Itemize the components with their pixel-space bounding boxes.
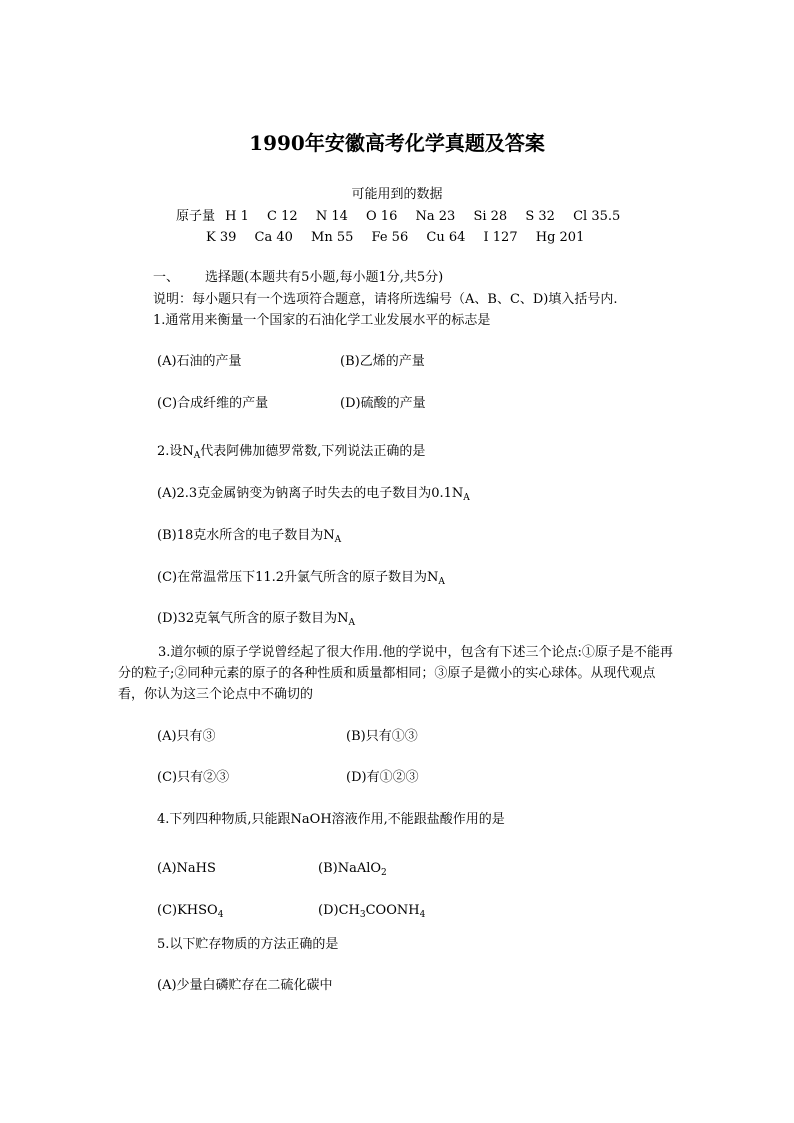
q2-option-d [157,611,355,627]
q4-c-text: (C)KHSO [157,903,218,918]
document-title: 1990年安徽高考化学真题及答案 [249,131,545,155]
q4-d-subscript-2: 4 [419,910,426,920]
atomic-weight: Si 28 [473,209,508,224]
question-3-stem: 3.道尔顿的原子学说曾经起了很大作用.他的学说中，包含有下述三个论点:①原子是不能再分的粒子;②同种元素的原子的各种性质和质量都相同；③原子是微小的实心球体。从现代观点看，你认为这三个论点中不确切的 [118,645,673,702]
atomic-weight: Cu 64 [426,230,466,245]
atomic-weight: Na 23 [415,209,456,224]
q1-option-c: (C)合成纤维的产量 [157,396,269,411]
atomic-weights-row-1 [176,209,620,225]
question-2-stem [157,444,425,460]
q2-a-subscript: A [463,493,470,503]
q4-option-a: (A)NaHS [157,861,216,876]
q4-c-subscript: 4 [217,910,224,920]
q4-b-text: (B)NaAlO [318,861,382,876]
atomic-weight: Fe 56 [371,230,409,245]
section-title: 选择题(本题共有5小题,每小题1分,共5分) [205,270,444,285]
question-1-stem: 1.通常用来衡量一个国家的石油化学工业发展水平的标志是 [153,313,491,328]
q2-stem-text: 2.设N [157,444,194,459]
q4-d-text: (D)CH [318,903,360,918]
q2-option-c [157,570,445,586]
q3-option-c: (C)只有②③ [157,770,230,785]
q2-option-a [157,486,470,502]
q2-option-b [157,528,341,544]
q1-option-d: (D)硫酸的产量 [340,396,426,411]
question-5-stem: 5.以下贮存物质的方法正确的是 [157,937,339,952]
q2-a-text: (A)2.3克金属钠变为钠离子时失去的电子数目为0.1N [157,486,464,501]
atomic-weight: H 1 [225,209,249,224]
q4-option-c [157,903,223,919]
q4-option-d [318,903,425,919]
q2-b-text: (B)18克水所含的电子数目为N [157,528,335,543]
q2-d-subscript: A [348,618,355,628]
q4-b-subscript: 2 [381,868,387,878]
q2-stem-subscript: A [193,451,201,461]
q3-option-d: (D)有①②③ [346,770,419,785]
section-number: 一、 [153,270,180,285]
q5-option-a: (A)少量白磷贮存在二硫化碳中 [157,978,333,993]
atomic-weight: Hg 201 [535,230,585,245]
atomic-weight: Mn 55 [311,230,354,245]
atomic-weight: S 32 [525,209,555,224]
atomic-weight: I 127 [483,230,518,245]
atomic-weight: Cl 35.5 [573,209,621,224]
q3-option-a: (A)只有③ [157,729,216,744]
instructions: 说明：每小题只有一个选项符合题意，请将所选编号（A、B、C、D)填入括号内. [153,292,618,307]
q2-stem-text-rest: 代表阿佛加德罗常数,下列说法正确的是 [200,444,426,459]
q1-option-b: (B)乙烯的产量 [340,354,425,369]
question-4-stem: 4.下列四种物质,只能跟NaOH溶液作用,不能跟盐酸作用的是 [157,812,505,827]
q2-c-subscript: A [438,577,445,587]
q1-option-a: (A)石油的产量 [157,354,242,369]
atomic-weight: C 12 [267,209,298,224]
q2-b-subscript: A [334,535,342,545]
atomic-weights-row-2 [206,230,584,246]
q4-d-text-mid: COONH [365,903,420,918]
atomic-weight: K 39 [206,230,237,245]
atomic-weight: Ca 40 [254,230,293,245]
atomic-label: 原子量 [176,209,216,224]
data-header: 可能用到的数据 [351,187,443,202]
atomic-weight: N 14 [315,209,348,224]
q3-option-b: (B)只有①③ [346,729,418,744]
atomic-weight: O 16 [366,209,398,224]
q4-d-subscript-1: 3 [359,910,366,920]
q4-option-b [318,861,387,877]
q2-c-text: (C)在常温常压下11.2升氯气所含的原子数目为N [157,570,439,585]
q2-d-text: (D)32克氧气所含的原子数目为N [157,611,349,626]
